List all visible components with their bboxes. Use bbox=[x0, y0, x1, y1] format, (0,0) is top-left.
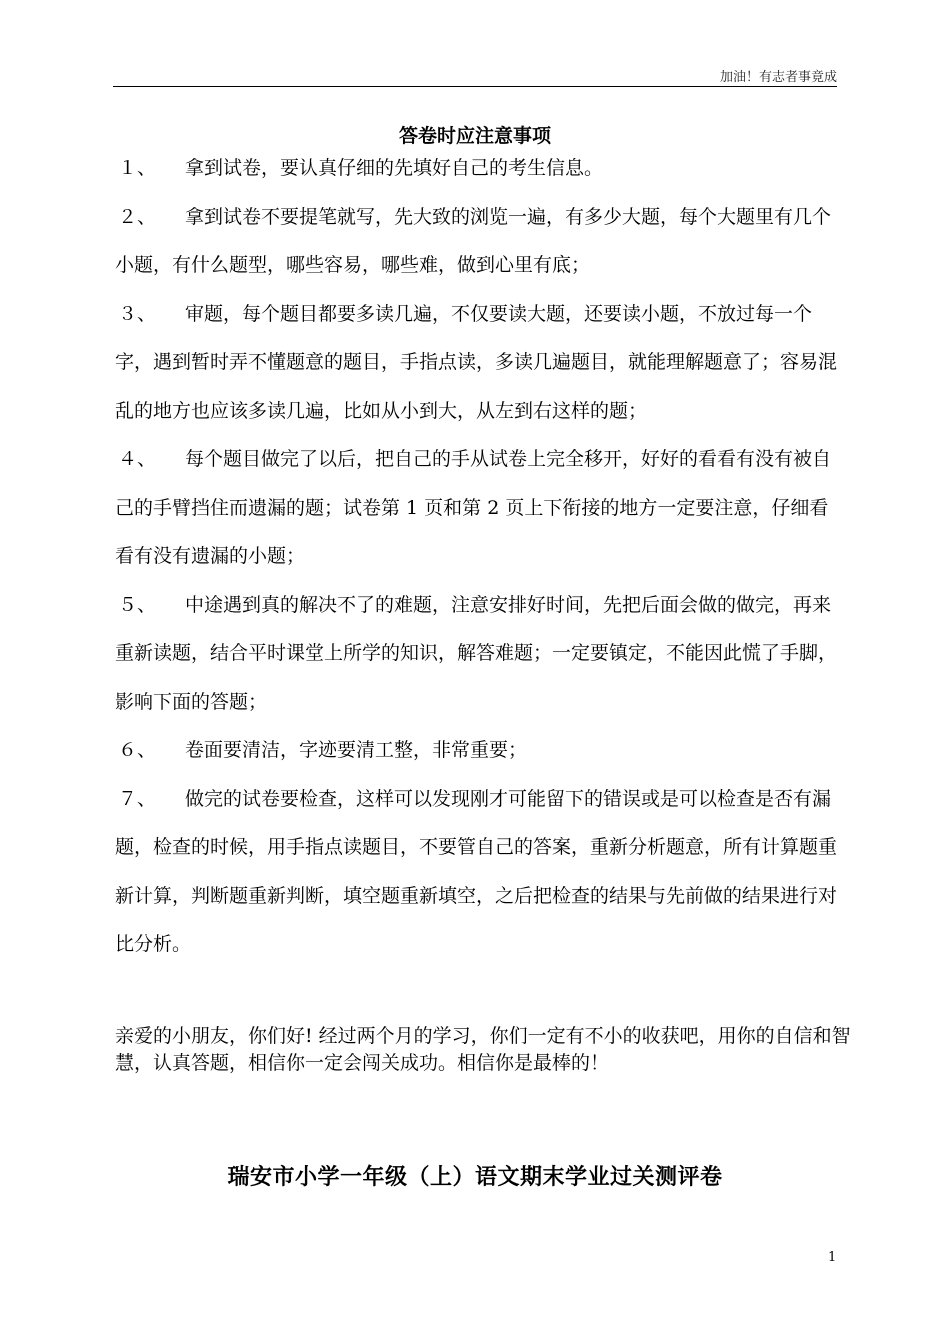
item-text: 每个题目做完了以后，把自己的手从试卷上完全移开，好好的看看有没有被自己的手臂挡住而遗漏的题；试卷第 1 页和第 2 页上下衔接的地方一定要注意，仔细看看有没有遗漏的小题； bbox=[115, 448, 832, 567]
item-number: ７、 bbox=[118, 787, 157, 810]
item-number: ２、 bbox=[118, 205, 157, 228]
item-text: 卷面要清洁，字迹要清工整，非常重要； bbox=[185, 739, 528, 761]
notice-item-3 bbox=[115, 290, 839, 436]
notice-title: 答卷时应注意事项 bbox=[398, 125, 551, 147]
exam-title: 瑞安市小学一年级（上）语文期末学业过关测评卷 bbox=[227, 1164, 723, 1190]
item-text: 中途遇到真的解决不了的难题，注意安排好时间，先把后面会做的做完，再来重新读题，结合平时课堂上所学的知识，解答难题；一定要镇定，不能因此慌了手脚，影响下面的答题； bbox=[115, 593, 838, 713]
closing-message: 亲爱的小朋友，你们好! 经过两个月的学习，你们一定有不小的收获吧，用你的自信和智慧，认真答题，相信你一定会闯关成功。相信你是最棒的！ bbox=[115, 1025, 851, 1074]
notice-item-7 bbox=[115, 775, 839, 969]
header-slogan: 加油！有志者事竟成 bbox=[719, 70, 837, 85]
item-text: 拿到试卷不要提笔就写，先大致的浏览一遍，有多少大题，每个大题里有几个小题，有什么题型，哪些容易，哪些难，做到心里有底； bbox=[115, 205, 832, 276]
item-text: 拿到试卷，要认真仔细的先填好自己的考生信息。 bbox=[185, 157, 604, 179]
item-text: 审题，每个题目都要多读几遍，不仅要读大题，还要读小题，不放过每一个字，遇到暂时弄不懂题意的题目，手指点读，多读几遍题目，就能理解题意了；容易混乱的地方也应该多读几遍，比如从小到大，从左到右这样的题； bbox=[115, 302, 838, 422]
header-rule bbox=[113, 86, 837, 87]
notice-item-4 bbox=[115, 435, 839, 581]
notice-list bbox=[115, 144, 839, 969]
item-number: ５、 bbox=[118, 593, 157, 616]
item-number: １、 bbox=[118, 157, 157, 179]
item-number: ６、 bbox=[118, 739, 157, 761]
item-number: ４、 bbox=[118, 448, 157, 470]
page-number: 1 bbox=[828, 1250, 837, 1265]
item-number: ３、 bbox=[118, 302, 157, 325]
notice-item-2 bbox=[115, 193, 839, 290]
notice-item-5 bbox=[115, 581, 839, 727]
notice-item-6 bbox=[115, 726, 839, 775]
item-text: 做完的试卷要检查，这样可以发现刚才可能留下的错误或是可以检查是否有漏题，检查的时候，用手指点读题目，不要管自己的答案，重新分析题意，所有计算题重新计算，判断题重新判断，填空题重新填空，之后把检查的结果与先前做的结果进行对比分析。 bbox=[115, 787, 838, 955]
notice-item-1 bbox=[115, 144, 839, 193]
